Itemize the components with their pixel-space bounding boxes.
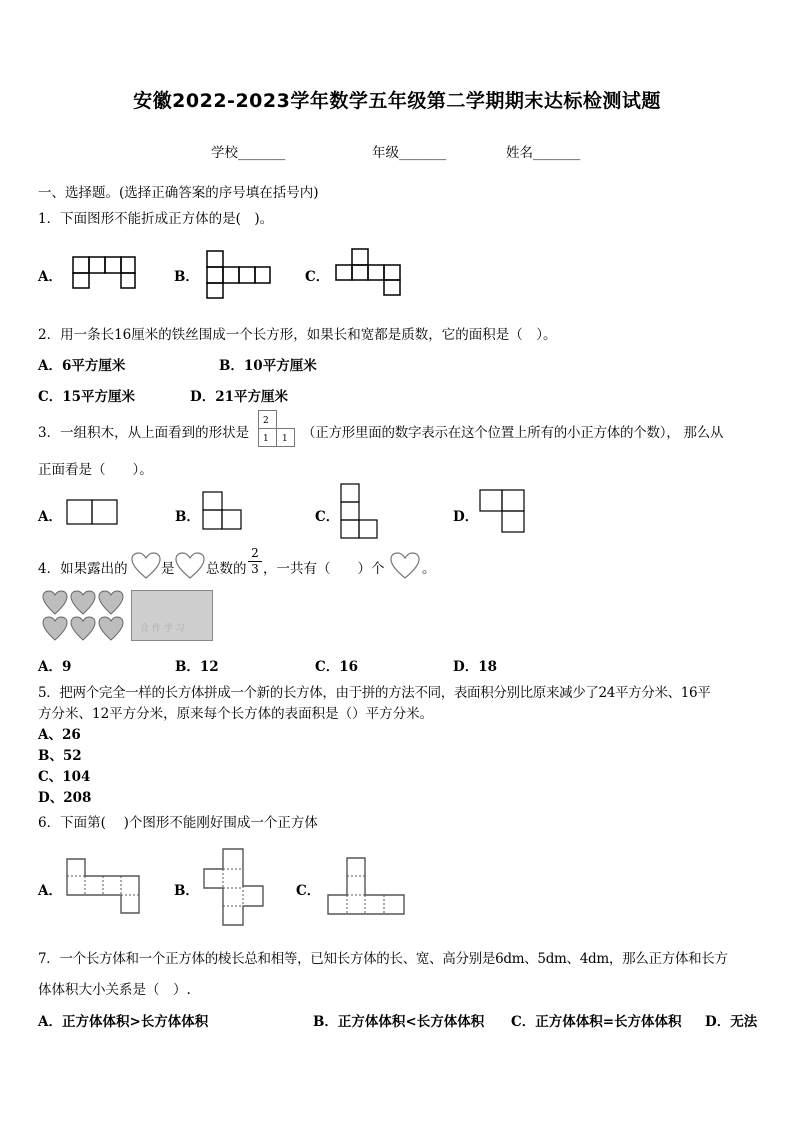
heart-icon xyxy=(175,552,205,579)
q3-view-c xyxy=(340,483,380,541)
q3-option-b: B． xyxy=(175,509,200,525)
page-title: 安徽2022-2023学年数学五年级第二学期期末达标检测试题 xyxy=(133,90,661,112)
q5-option-a: A、26 xyxy=(38,727,81,743)
q1-net-b xyxy=(206,250,272,300)
grade-field: 年级_______ xyxy=(372,145,447,161)
q3-view-a xyxy=(66,499,120,527)
grid-number: 2 xyxy=(263,416,269,426)
q3-option-c: C． xyxy=(315,509,340,525)
q7-option-c: C．正方体体积=长方体体积 xyxy=(511,1014,682,1030)
question-4-stem-d: ，一共有（ ）个 xyxy=(263,561,385,577)
q4-option-d: D．18 xyxy=(453,659,497,675)
q1-net-a xyxy=(72,256,138,290)
question-4-stem-e: 。 xyxy=(422,561,436,577)
covered-hearts-image xyxy=(131,590,213,641)
q6-net-b xyxy=(203,848,267,928)
question-3-stem-middle: （正方形里面的数字表示在这个位置上所有的小正方体的个数）， 那么从 xyxy=(302,425,724,441)
q2-option-d: D．21平方厘米 xyxy=(190,389,288,405)
q3-view-b xyxy=(202,491,244,531)
section-heading: 一、选择题。(选择正确答案的序号填在括号内) xyxy=(38,185,319,201)
q7-option-b: B．正方体体积<长方体体积 xyxy=(313,1014,485,1030)
q5-option-b: B、52 xyxy=(38,748,82,764)
name-field: 姓名_______ xyxy=(506,145,581,161)
q6-option-c: C． xyxy=(296,883,321,899)
question-5-line-1: 5．把两个完全一样的长方体拼成一个新的长方体，由于拼的方法不同，表面积分别比原来减少了24平方分米、16平 xyxy=(38,685,711,701)
q2-option-a: A．6平方厘米 xyxy=(38,358,126,374)
question-2-stem: 2．用一条长16厘米的铁丝围成一个长方形，如果长和宽都是质数，它的面积是（ ）。 xyxy=(38,327,557,343)
question-3-stem-end: 正面看是（ ）。 xyxy=(38,462,153,478)
q2-option-c: C．15平方厘米 xyxy=(38,389,136,405)
q3-top-view-grid xyxy=(258,410,298,448)
question-5-line-2: 方分米、12平方分米，原来每个长方体的表面积是（）平方分米。 xyxy=(38,706,434,722)
q7-option-a: A．正方体体积>长方体体积 xyxy=(38,1014,209,1030)
photo-watermark: 合 作 学 习 xyxy=(140,624,185,634)
hearts-group-icon xyxy=(40,589,128,643)
q5-option-d: D、208 xyxy=(38,790,92,806)
q7-option-d: D．无法 xyxy=(705,1014,758,1030)
fraction-two-thirds xyxy=(248,547,262,576)
q3-option-d: D． xyxy=(453,509,479,525)
grid-number: 1 xyxy=(282,434,288,444)
q1-option-b: B． xyxy=(174,269,199,285)
grid-number: 1 xyxy=(263,434,269,444)
q5-option-c: C、104 xyxy=(38,769,91,785)
q4-option-a: A．9 xyxy=(38,659,72,675)
question-7-line-1: 7．一个长方体和一个正方体的棱长总和相等，已知长方体的长、宽、高分别是6dm、5dm、4dm，那么正方体和长方 xyxy=(38,951,728,967)
q3-option-a: A． xyxy=(38,509,62,525)
fraction-denominator: 3 xyxy=(251,562,259,576)
heart-icon xyxy=(131,552,161,579)
question-4-stem-b: 是 xyxy=(161,561,175,577)
question-4-stem-a: 4．如果露出的 xyxy=(38,561,128,577)
question-7-line-2: 体体积大小关系是（ ）. xyxy=(38,982,191,998)
q6-net-c xyxy=(327,857,407,917)
q1-option-a: A． xyxy=(38,269,62,285)
question-6-stem: 6．下面第( )个图形不能刚好围成一个正方体 xyxy=(38,815,318,831)
q4-option-c: C．16 xyxy=(315,659,359,675)
question-4-stem-c: 总数的 xyxy=(206,561,247,577)
fraction-numerator: 2 xyxy=(251,546,259,560)
heart-icon xyxy=(390,552,420,579)
question-3-stem-start: 3．一组积木，从上面看到的形状是 xyxy=(38,425,250,441)
q1-option-c: C． xyxy=(305,269,330,285)
q1-net-c xyxy=(335,248,403,298)
q6-option-a: A． xyxy=(38,883,62,899)
question-1-stem: 1．下面图形不能折成正方体的是( )。 xyxy=(38,211,274,227)
school-field: 学校_______ xyxy=(211,145,286,161)
q3-view-d xyxy=(479,489,527,535)
q4-option-b: B．12 xyxy=(175,659,219,675)
q6-option-b: B． xyxy=(174,883,199,899)
q2-option-b: B．10平方厘米 xyxy=(219,358,317,374)
q6-net-a xyxy=(66,858,144,916)
